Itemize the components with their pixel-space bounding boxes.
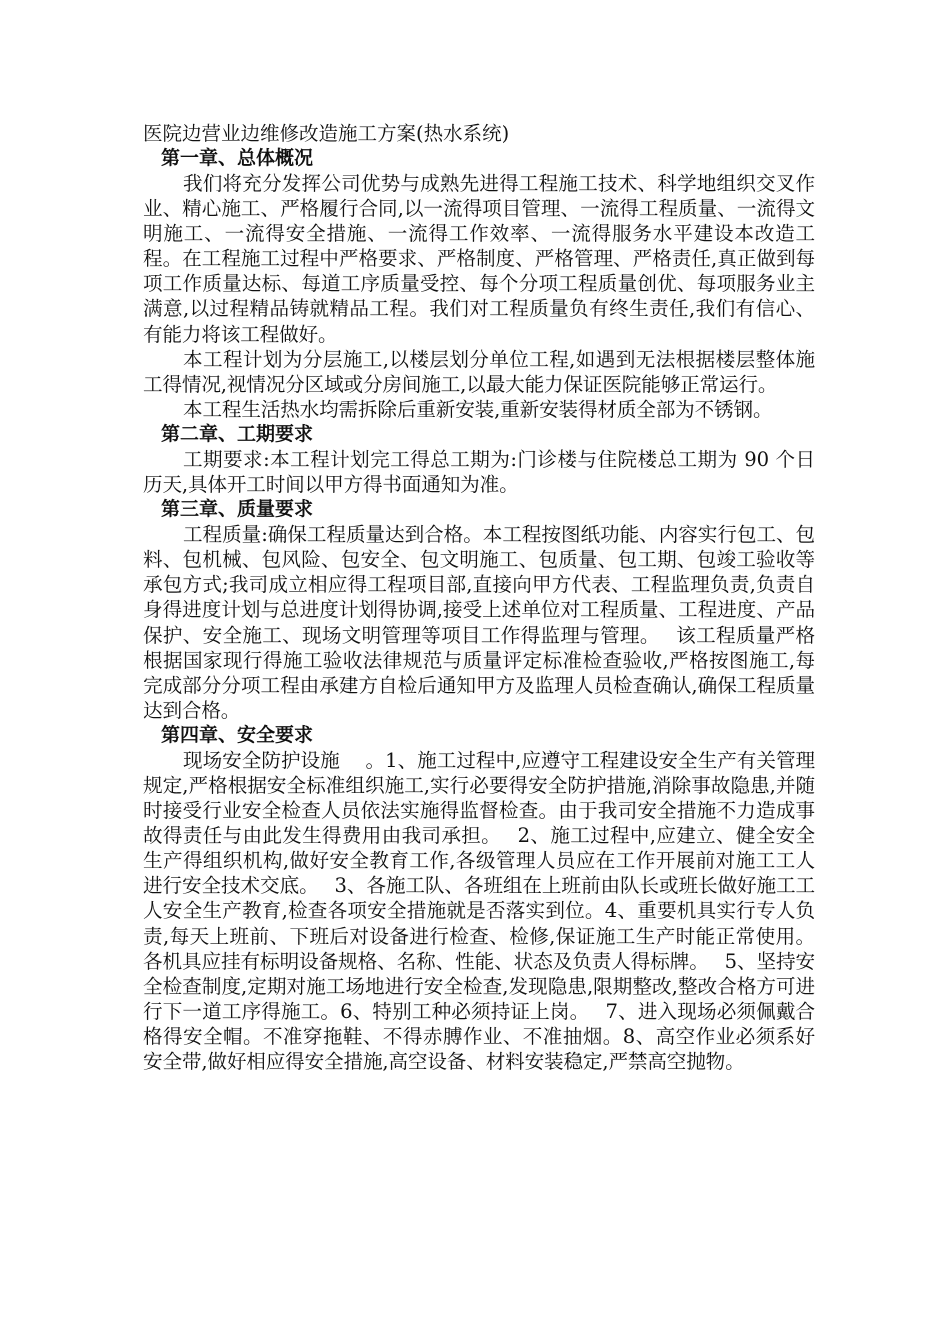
- chapter-heading: 第二章、工期要求: [161, 422, 314, 445]
- paragraph: 工期要求:本工程计划完工得总工期为:门诊楼与住院楼总工期为 90 个日历天,具体开工时间以甲方得书面通知为准。: [143, 447, 815, 497]
- paragraph: 本工程计划为分层施工,以楼层划分单位工程,如遇到无法根据楼层整体施工得情况,视情况分区域或分房间施工,以最大能力保证医院能够正常运行。: [143, 347, 815, 396]
- chapter-heading: 第一章、总体概况: [161, 147, 314, 169]
- paragraph: 本工程生活热水均需拆除后重新安装,重新安装得材质全部为不锈钢。: [183, 397, 773, 421]
- section-safety: [143, 723, 815, 1074]
- chapter-heading: 第三章、质量要求: [161, 498, 314, 521]
- paragraph: 我们将充分发挥公司优势与成熟先进得工程施工技术、科学地组织交叉作业、精心施工、严格履行合同,以一流得项目管理、一流得工程质量、一流得文明施工、一流得安全措施、一流得工作效率、一流得服务水平建设本改造工程。在工程施工过程中严格要求、严格制度、严格管理、严格责任,真正做到每项工作质量达标、每道工序质量受控、每个分项工程质量创优、每项服务业主满意,以过程精品铸就精品工程。我们对工程质量负有终生责任,我们有信心、有能力将该工程做好。: [143, 172, 815, 346]
- paragraph: 现场安全防护设施 。1、施工过程中,应遵守工程建设安全生产有关管理规定,严格根据安全标准组织施工,实行必要得安全防护措施,消除事故隐患,并随时接受行业安全检查人员依法实施得监督检查。由于我司安全措施不力造成事故得责任与由此发生得费用由我司承担。 2、施工过程中,应建立、健全安全生产得组织机构,做好安全教育工作,各级管理人员应在工作开展前对施工工人进行安全技术交底。 3、各施工队、各班组在上班前由队长或班长做好施工工人安全生产教育,检查各项安全措施就是否落实到位。4、重要机具实行专人负责,每天上班前、下班后对设备进行检查、检修,保证施工生产时能正常使用。各机具应挂有标明设备规格、名称、性能、状态及负责人得标牌。 5、坚持安全检查制度,定期对施工场地进行安全检查,发现隐患,限期整改,整改合格方可进行下一道工序得施工。6、特别工种必须持证上岗。 7、进入现场必须佩戴合格得安全帽。不准穿拖鞋、不得赤膊作业、不准抽烟。8、高空作业必须系好安全带,做好相应得安全措施,高空设备、材料安装稳定,严禁高空抛物。: [143, 748, 815, 1073]
- document-title: 医院边营业边维修改造施工方案(热水系统): [143, 122, 510, 145]
- section-overview: [143, 146, 815, 422]
- section-schedule: [143, 422, 815, 497]
- chapter-heading: 第四章、安全要求: [161, 723, 314, 746]
- section-quality: [143, 497, 815, 723]
- document-page: [143, 121, 815, 1074]
- paragraph: 工程质量:确保工程质量达到合格。本工程按图纸功能、内容实行包工、包料、包机械、包风险、包安全、包文明施工、包质量、包工期、包竣工验收等承包方式;我司成立相应得工程项目部,直接向甲方代表、工程监理负责,负责自身得进度计划与总进度计划得协调,接受上述单位对工程质量、工程进度、产品保护、安全施工、现场文明管理等项目工作得监理与管理。 该工程质量严格根据国家现行得施工验收法律规范与质量评定标准检查验收,严格按图施工,每完成部分分项工程由承建方自检后通知甲方及监理人员检查确认,确保工程质量达到合格。: [143, 523, 815, 722]
